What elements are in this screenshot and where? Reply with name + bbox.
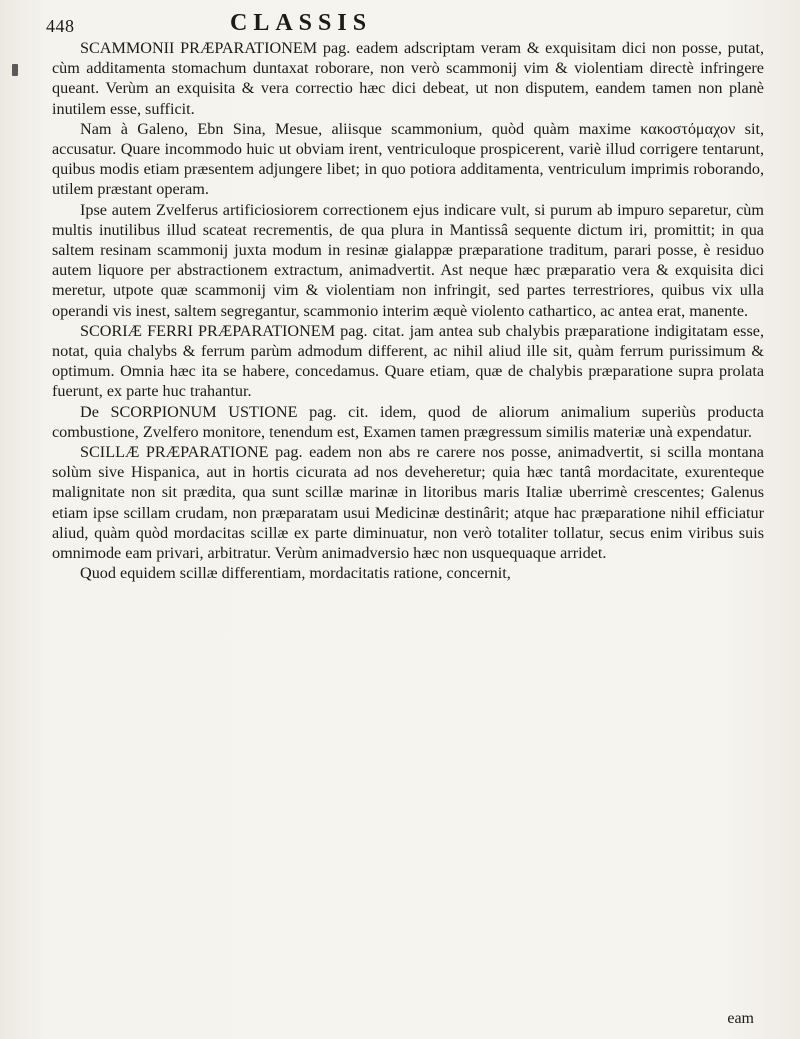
- page-number: 448: [46, 16, 75, 36]
- margin-mark: [12, 64, 18, 76]
- paragraph-scoria-ferri: SCORIÆ FERRI PRÆPARATIONEM pag. citat. jam antea sub chalybis præparatione indigitatam esse, notat, quia chalybs & ferrum parùm admodum different, ac nihil aliud ille sit, quàm ferrum purissimum & optimum. Omnia hæc ita se habere, concedamus. Quare etiam, quæ de chalybis præparatione supra prolata fuerunt, ex parte huc trahantur.: [52, 321, 764, 401]
- body-text: [52, 38, 764, 583]
- paragraph-scorpiones: De SCORPIONUM USTIONE pag. cit. idem, quod de aliorum animalium superiùs producta combustione, Zvelfero monitore, tenendum est, Examen tamen prægressum similis materiæ unà expendatur.: [52, 402, 764, 441]
- paragraph-scilla: SCILLÆ PRÆPARATIONE pag. eadem non abs re carere nos posse, animadvertit, si scilla montana solùm sive Hispanica, aut in hortis cicurata ad nos deveheretur; quia hæc tantâ mordacitate, exurenteque malignitate non sit prædita, qua sunt scillæ marinæ in litoribus maris Italiæ uberrimè crescentes; Galenus etiam ipse scillam crudam, non præparatam usui Medicinæ destinârit; atque hac præparatione nihil efficiatur aliud, quàm quòd mordacitas scillæ ex parte diminuatur, non verò totaliter tollatur, secus enim viribus suis omnimode eam privari, arbitratur. Verùm animadversio hæc non usquequaque arridet.: [52, 443, 764, 563]
- page-header: [0, 10, 800, 40]
- paragraph-scammonium: SCAMMONII PRÆPARATIONEM pag. eadem adscriptam veram & exquisitam dici non posse, putat, cùm additamenta stomachum duntaxat roborare, non verò scammonij vim & violentiam directè infringere queant. Verùm an exquisita & vera correctio hæc dici debeat, ut non disputem, eandem tamen non planè inutilem esse, sufficit.: [52, 39, 764, 118]
- paragraph-zvelferus: Ipse autem Zvelferus artificiosiorem correctionem ejus indicare vult, si purum ab impuro separetur, cùm multis inutilibus illud scateat recrementis, de qua plura in Mantissâ sequente dictum iri, promittit; in qua saltem resinam scammonij juxta modum in resinæ gialappæ præparatione traditum, parari posse, è residuo autem liquore per abstractionem extractum, animadvertit. Ast neque hæc præparatio vera & exquisita dici meretur, utpote quæ scammonij vim & violentiam non infringit, sed partes terrestriores, quibus vix ulla operandi vis inest, saltem segregantur, scammonio interim æquè violento cathartico, ac antea erat, manente.: [52, 200, 764, 320]
- running-title: CLASSIS: [230, 10, 373, 36]
- paragraph-galen: Nam à Galeno, Ebn Sina, Mesue, aliisque scammonium, quòd quàm maxime κακοστόμαχον sit, accusatur. Quare incommodo huic ut obviam irent, ventriculoque prospicerent, variè illud corrigere tentarunt, quibus modis etiam præsentem adjungere libet; in quo potiora additamenta, ventriculum imprimis roborando, utilem præstant operam.: [52, 119, 764, 199]
- paragraph-last: Quod equidem scillæ differentiam, mordacitatis ratione, concernit,: [80, 564, 511, 583]
- catchword: eam: [727, 1010, 754, 1027]
